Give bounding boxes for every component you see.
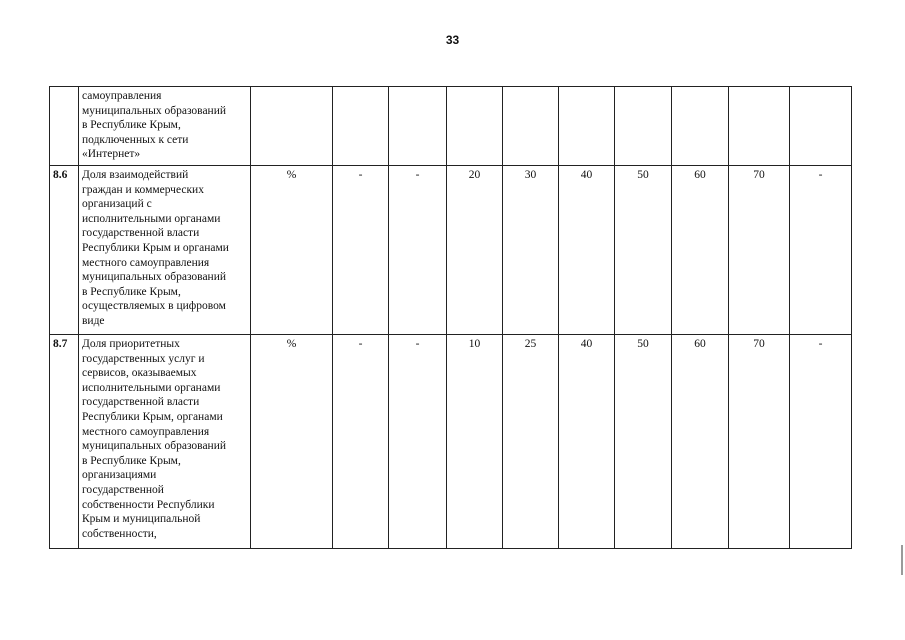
value-cell: 10 [447, 335, 503, 549]
value-cell: - [333, 166, 389, 335]
indicators-table [49, 86, 852, 549]
indicator-name [79, 335, 251, 549]
scan-edge-mark [901, 545, 903, 575]
value-cell [672, 87, 729, 166]
value-cell: 20 [447, 166, 503, 335]
row-number: 8.6 [50, 166, 79, 335]
unit-cell: % [251, 335, 333, 549]
value-cell: - [389, 166, 447, 335]
value-cell [447, 87, 503, 166]
value-cell: 30 [503, 166, 559, 335]
indicator-name [79, 87, 251, 166]
indicator-name-text: самоуправления муниципальных образований в Республике Крым, подключенных к сети «Интернет» [82, 90, 227, 161]
value-cell: 60 [672, 166, 729, 335]
table-row [50, 87, 852, 166]
value-cell: 25 [503, 335, 559, 549]
value-cell: 40 [559, 166, 615, 335]
row-number [50, 87, 79, 166]
value-cell: - [790, 166, 852, 335]
value-cell: 60 [672, 335, 729, 549]
value-cell [615, 87, 672, 166]
unit-cell: % [251, 166, 333, 335]
value-cell: - [389, 335, 447, 549]
value-cell [729, 87, 790, 166]
value-cell [333, 87, 389, 166]
value-cell: - [790, 335, 852, 549]
indicator-name [79, 166, 251, 335]
value-cell: - [333, 335, 389, 549]
indicator-name-text: Доля приоритетных государственных услуг и сервисов, оказываемых исполнительными органами государственной власти Республики Крым, органами местного самоуправления муниципальных образований в Республике Крым, организациями государственной собственности Республики Крым и муниципальной собственности, [82, 338, 227, 540]
row-number: 8.7 [50, 335, 79, 549]
value-cell: 70 [729, 166, 790, 335]
unit-cell [251, 87, 333, 166]
value-cell: 40 [559, 335, 615, 549]
value-cell [790, 87, 852, 166]
table-row [50, 166, 852, 335]
page-number: 33 [445, 33, 460, 47]
value-cell [503, 87, 559, 166]
table-row [50, 335, 852, 549]
value-cell [559, 87, 615, 166]
value-cell: 50 [615, 166, 672, 335]
value-cell [389, 87, 447, 166]
value-cell: 70 [729, 335, 790, 549]
value-cell: 50 [615, 335, 672, 549]
indicator-name-text: Доля взаимодействий граждан и коммерческих организаций с исполнительными органами государственной власти Республики Крым и органами местного самоуправления муниципальных образований в Республике Крым, осуществляемых в цифровом виде [82, 169, 229, 327]
